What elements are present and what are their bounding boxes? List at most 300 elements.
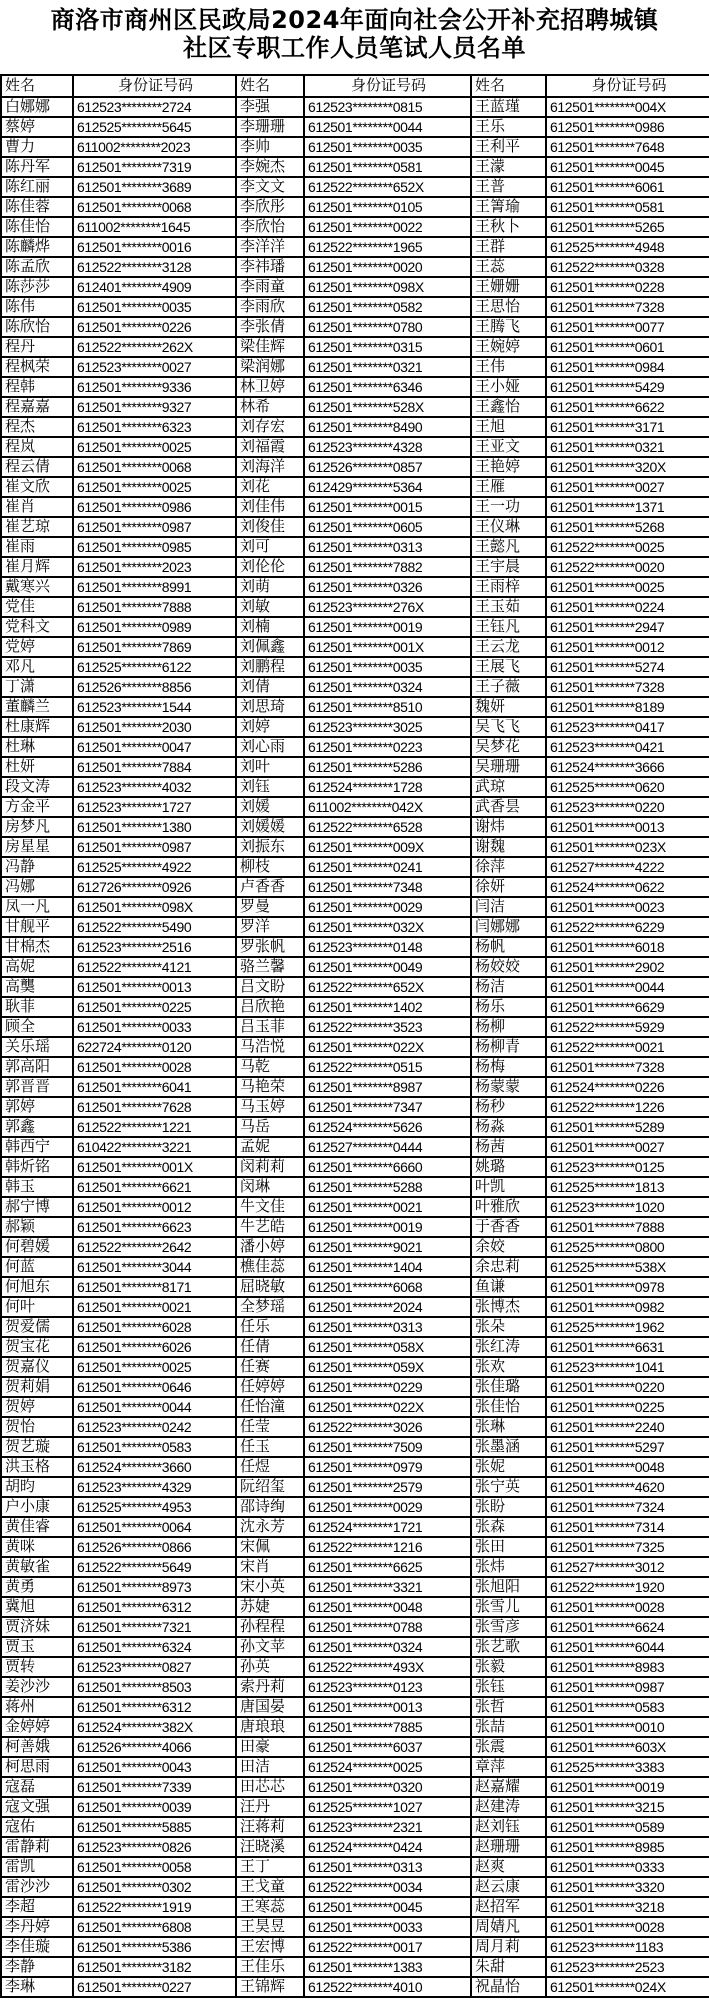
id-number-cell: 612523********0815 [304, 97, 471, 117]
id-number-cell: 612523********4328 [304, 437, 471, 457]
id-number-cell: 612501********6660 [304, 1157, 471, 1177]
id-number-cell: 612501********5286 [304, 757, 471, 777]
id-number-cell: 612501********0068 [73, 197, 236, 217]
id-number-cell: 612501********0016 [73, 237, 236, 257]
name-cell: 叶雅欣 [471, 1197, 546, 1217]
table-row [1, 537, 709, 557]
id-number-cell: 612501********0027 [546, 1137, 709, 1157]
name-cell: 任婷婷 [236, 1377, 304, 1397]
id-number-cell: 612501********6625 [304, 1557, 471, 1577]
table-row [1, 1897, 709, 1917]
id-number-cell: 612522********3128 [73, 257, 236, 277]
document-title-line1: 商洛市商州区民政局2024年面向社会公开补充招聘城镇 [50, 6, 659, 34]
name-cell: 李张倩 [236, 317, 304, 337]
name-cell: 闫娜娜 [471, 917, 546, 937]
table-row [1, 1457, 709, 1477]
name-cell: 罗洋 [236, 917, 304, 937]
name-cell: 魏妍 [471, 697, 546, 717]
name-cell: 李帅 [236, 137, 304, 157]
id-number-cell: 612501********9021 [304, 1237, 471, 1257]
name-cell: 陈丹军 [1, 157, 73, 177]
name-cell: 王懿凡 [471, 537, 546, 557]
id-number-cell: 612501********0033 [304, 1917, 471, 1937]
id-number-cell: 612501********0583 [546, 1697, 709, 1717]
name-cell: 陈红丽 [1, 177, 73, 197]
name-cell: 曹力 [1, 137, 73, 157]
name-cell: 张雪儿 [471, 1597, 546, 1617]
id-number-cell: 612523********1544 [73, 697, 236, 717]
id-number-cell: 612501********0043 [73, 1757, 236, 1777]
name-cell: 王婉婷 [471, 337, 546, 357]
name-cell: 梁佳辉 [236, 337, 304, 357]
name-cell: 王子薇 [471, 677, 546, 697]
name-cell: 杜琳 [1, 737, 73, 757]
id-number-cell: 612501********0049 [304, 957, 471, 977]
name-cell: 贺婷 [1, 1397, 73, 1417]
id-number-cell: 612501********1383 [304, 1957, 471, 1977]
name-cell: 郭鑫 [1, 1117, 73, 1137]
name-cell: 张旭阳 [471, 1577, 546, 1597]
name-cell: 程韩 [1, 377, 73, 397]
name-cell: 骆兰馨 [236, 957, 304, 977]
name-cell: 张宁英 [471, 1477, 546, 1497]
id-number-cell: 612501********9327 [73, 397, 236, 417]
name-cell: 武香昙 [471, 797, 546, 817]
id-number-cell: 612523********3025 [304, 717, 471, 737]
name-cell: 胡昀 [1, 1477, 73, 1497]
table-row [1, 697, 709, 717]
name-cell: 贾转 [1, 1657, 73, 1677]
name-cell: 孙程程 [236, 1617, 304, 1637]
table-row [1, 277, 709, 297]
id-number-cell: 612501********0029 [304, 1497, 471, 1517]
id-number-cell: 612501********8171 [73, 1277, 236, 1297]
name-cell: 李超 [1, 1897, 73, 1917]
id-number-cell: 612501********6044 [546, 1637, 709, 1657]
table-row [1, 1257, 709, 1277]
id-number-cell: 612501********5297 [546, 1437, 709, 1457]
id-number-cell: 612501********3689 [73, 177, 236, 197]
id-number-cell: 612501********6631 [546, 1337, 709, 1357]
name-cell: 雷沙沙 [1, 1877, 73, 1897]
table-row [1, 877, 709, 897]
name-cell: 任莹 [236, 1417, 304, 1437]
id-number-cell: 612523********0123 [304, 1677, 471, 1697]
id-number-cell: 612501********528X [304, 397, 471, 417]
name-cell: 王箐瑜 [471, 197, 546, 217]
id-number-cell: 612501********0025 [73, 1357, 236, 1377]
id-number-cell: 612501********098X [73, 897, 236, 917]
id-number-cell: 612527********3012 [546, 1557, 709, 1577]
id-number-cell: 612523********0421 [546, 737, 709, 757]
name-cell: 田豪 [236, 1737, 304, 1757]
table-row [1, 817, 709, 837]
table-row [1, 437, 709, 457]
id-number-cell: 612523********0027 [73, 357, 236, 377]
name-cell: 张田 [471, 1537, 546, 1557]
id-number-cell: 612501********0321 [304, 357, 471, 377]
id-number-cell: 612501********0021 [73, 1297, 236, 1317]
id-number-cell: 612501********0044 [73, 1397, 236, 1417]
name-cell: 王秋卜 [471, 217, 546, 237]
table-row [1, 1817, 709, 1837]
id-number-cell: 612501********7648 [546, 137, 709, 157]
id-number-cell: 612501********0780 [304, 317, 471, 337]
name-cell: 张毅 [471, 1657, 546, 1677]
id-number-cell: 612501********0028 [546, 1917, 709, 1937]
table-row [1, 1777, 709, 1797]
id-number-cell: 612501********7628 [73, 1097, 236, 1117]
name-cell: 刘萌 [236, 577, 304, 597]
col-header-id-3: 身份证号码 [546, 75, 709, 97]
name-cell: 任玉 [236, 1437, 304, 1457]
table-row [1, 1017, 709, 1037]
name-cell: 李静 [1, 1957, 73, 1977]
table-row [1, 417, 709, 437]
name-cell: 任怡潼 [236, 1397, 304, 1417]
name-cell: 李洋洋 [236, 237, 304, 257]
table-row [1, 1217, 709, 1237]
id-number-cell: 612429********5364 [304, 477, 471, 497]
id-number-cell: 612501********022X [304, 1037, 471, 1057]
name-cell: 丁潇 [1, 677, 73, 697]
name-cell: 陈伟 [1, 297, 73, 317]
id-number-cell: 612526********0866 [73, 1537, 236, 1557]
name-cell: 屈晓敏 [236, 1277, 304, 1297]
table-row [1, 1937, 709, 1957]
id-number-cell: 612525********0620 [546, 777, 709, 797]
name-cell: 李祎璠 [236, 257, 304, 277]
name-cell: 陈孟欣 [1, 257, 73, 277]
name-cell: 朱甜 [471, 1957, 546, 1977]
id-number-cell: 612524********382X [73, 1717, 236, 1737]
name-cell: 李佳璇 [1, 1937, 73, 1957]
table-row [1, 1877, 709, 1897]
id-number-cell: 612527********0444 [304, 1137, 471, 1157]
id-number-cell: 612501********0013 [73, 977, 236, 997]
name-cell: 周婧凡 [471, 1917, 546, 1937]
id-number-cell: 612501********6623 [73, 1217, 236, 1237]
name-cell: 马乾 [236, 1057, 304, 1077]
name-cell: 杨乐 [471, 997, 546, 1017]
name-cell: 刘媛媛 [236, 817, 304, 837]
id-number-cell: 612501********0984 [546, 357, 709, 377]
id-number-cell: 612501********7314 [546, 1517, 709, 1537]
name-cell: 贾济妹 [1, 1617, 73, 1637]
id-number-cell: 612501********001X [304, 637, 471, 657]
id-number-cell: 612501********0979 [304, 1457, 471, 1477]
id-number-cell: 612522********3026 [304, 1417, 471, 1437]
name-cell: 甘棉杰 [1, 937, 73, 957]
name-cell: 姚璐 [471, 1157, 546, 1177]
id-number-cell: 612525********4953 [73, 1497, 236, 1517]
id-number-cell: 612501********7328 [546, 297, 709, 317]
name-cell: 刘鹏程 [236, 657, 304, 677]
id-number-cell: 610422********3221 [73, 1137, 236, 1157]
table-row [1, 977, 709, 997]
name-cell: 闫洁 [471, 897, 546, 917]
id-number-cell: 612501********6018 [546, 937, 709, 957]
name-cell: 罗曼 [236, 897, 304, 917]
table-row [1, 1657, 709, 1677]
id-number-cell: 612726********0926 [73, 877, 236, 897]
id-number-cell: 612501********0324 [304, 1637, 471, 1657]
name-cell: 张哲 [471, 1697, 546, 1717]
table-row [1, 137, 709, 157]
id-number-cell: 612501********0035 [304, 657, 471, 677]
name-cell: 王钰凡 [471, 617, 546, 637]
id-number-cell: 612525********1027 [304, 1797, 471, 1817]
name-cell: 余忠莉 [471, 1257, 546, 1277]
name-cell: 崔月辉 [1, 557, 73, 577]
id-number-cell: 612501********0025 [546, 577, 709, 597]
name-cell: 杨秒 [471, 1097, 546, 1117]
name-cell: 宋佩 [236, 1537, 304, 1557]
id-number-cell: 612522********5490 [73, 917, 236, 937]
name-cell: 寇佑 [1, 1817, 73, 1837]
id-number-cell: 612501********009X [304, 837, 471, 857]
name-cell: 田芯芯 [236, 1777, 304, 1797]
name-cell: 赵建涛 [471, 1797, 546, 1817]
table-row [1, 1477, 709, 1497]
id-number-cell: 612501********6028 [73, 1317, 236, 1337]
name-cell: 何蓝 [1, 1257, 73, 1277]
name-cell: 王腾飞 [471, 317, 546, 337]
id-number-cell: 612501********7324 [546, 1497, 709, 1517]
id-number-cell: 612501********1404 [304, 1257, 471, 1277]
id-number-cell: 612522********5649 [73, 1557, 236, 1577]
name-cell: 柳枝 [236, 857, 304, 877]
name-cell: 杨柳青 [471, 1037, 546, 1057]
id-number-cell: 612522********652X [304, 177, 471, 197]
name-cell: 张艺歌 [471, 1637, 546, 1657]
name-cell: 杜妍 [1, 757, 73, 777]
table-row [1, 577, 709, 597]
id-number-cell: 612501********7509 [304, 1437, 471, 1457]
name-cell: 王旭 [471, 417, 546, 437]
id-number-cell: 612501********2030 [73, 717, 236, 737]
id-number-cell: 612501********0978 [546, 1277, 709, 1297]
name-cell: 张欢 [471, 1357, 546, 1377]
id-number-cell: 612501********0225 [546, 1397, 709, 1417]
id-number-cell: 612501********0025 [73, 477, 236, 497]
name-cell: 杨梅 [471, 1057, 546, 1077]
id-number-cell: 612501********6323 [73, 417, 236, 437]
id-number-cell: 612501********0313 [304, 537, 471, 557]
name-cell: 赵嘉耀 [471, 1777, 546, 1797]
table-row [1, 1277, 709, 1297]
id-number-cell: 612523********2516 [73, 937, 236, 957]
name-cell: 王利平 [471, 137, 546, 157]
id-number-cell: 612501********2579 [304, 1477, 471, 1497]
name-cell: 姜沙沙 [1, 1677, 73, 1697]
id-number-cell: 612501********6037 [304, 1737, 471, 1757]
id-number-cell: 612501********0224 [546, 597, 709, 617]
name-cell: 方金平 [1, 797, 73, 817]
id-number-cell: 612525********4922 [73, 857, 236, 877]
name-cell: 张雪彦 [471, 1617, 546, 1637]
id-number-cell: 612522********1919 [73, 1897, 236, 1917]
table-row [1, 857, 709, 877]
table-row [1, 97, 709, 117]
id-number-cell: 612501********0023 [546, 897, 709, 917]
table-row [1, 1337, 709, 1357]
table-row [1, 1437, 709, 1457]
table-row [1, 717, 709, 737]
id-number-cell: 612501********0326 [304, 577, 471, 597]
name-cell: 牛艺皓 [236, 1217, 304, 1237]
name-cell: 林卫婷 [236, 377, 304, 397]
id-number-cell: 612522********0020 [546, 557, 709, 577]
id-number-cell: 612501********7885 [304, 1717, 471, 1737]
name-cell: 杨柳 [471, 1017, 546, 1037]
name-cell: 唐琅琅 [236, 1717, 304, 1737]
name-cell: 刘可 [236, 537, 304, 557]
id-number-cell: 612501********5268 [546, 517, 709, 537]
table-row [1, 617, 709, 637]
name-cell: 杨洁 [471, 977, 546, 997]
name-cell: 韩玉 [1, 1177, 73, 1197]
name-cell: 户小康 [1, 1497, 73, 1517]
id-number-cell: 612501********0045 [546, 157, 709, 177]
id-number-cell: 612501********0986 [546, 117, 709, 137]
id-number-cell: 612501********0582 [304, 297, 471, 317]
id-number-cell: 612501********2902 [546, 957, 709, 977]
id-number-cell: 612501********0302 [73, 1877, 236, 1897]
id-number-cell: 612501********059X [304, 1357, 471, 1377]
name-cell: 刘伦伦 [236, 557, 304, 577]
id-number-cell: 612525********1962 [546, 1317, 709, 1337]
id-number-cell: 612501********0027 [546, 477, 709, 497]
name-cell: 甘舰平 [1, 917, 73, 937]
table-row [1, 1157, 709, 1177]
id-number-cell: 612501********7882 [304, 557, 471, 577]
id-number-cell: 612501********058X [304, 1337, 471, 1357]
id-number-cell: 612522********1216 [304, 1537, 471, 1557]
id-number-cell: 612523********0148 [304, 937, 471, 957]
name-cell: 李雨欣 [236, 297, 304, 317]
id-number-cell: 612501********7888 [546, 1217, 709, 1237]
name-cell: 张钰 [471, 1677, 546, 1697]
name-cell: 刘钰 [236, 777, 304, 797]
name-cell: 王宇晨 [471, 557, 546, 577]
name-cell: 刘叶 [236, 757, 304, 777]
name-cell: 张妮 [471, 1457, 546, 1477]
name-cell: 王艳婷 [471, 457, 546, 477]
col-header-id-2: 身份证号码 [304, 75, 471, 97]
id-number-cell: 612524********0226 [546, 1077, 709, 1097]
id-number-cell: 612523********0125 [546, 1157, 709, 1177]
table-row [1, 1637, 709, 1657]
id-number-cell: 612501********0583 [73, 1437, 236, 1457]
name-cell: 黄佳睿 [1, 1517, 73, 1537]
name-cell: 沈永芳 [236, 1517, 304, 1537]
name-cell: 周月莉 [471, 1937, 546, 1957]
id-number-cell: 612501********0646 [73, 1377, 236, 1397]
id-number-cell: 612501********4620 [546, 1477, 709, 1497]
name-cell: 宋肖 [236, 1557, 304, 1577]
table-row [1, 837, 709, 857]
id-number-cell: 612501********0033 [73, 1017, 236, 1037]
id-number-cell: 612501********0105 [304, 197, 471, 217]
name-cell: 戴寒兴 [1, 577, 73, 597]
id-number-cell: 612523********0242 [73, 1417, 236, 1437]
col-header-name-1: 姓名 [1, 75, 73, 97]
name-cell: 孟妮 [236, 1137, 304, 1157]
name-cell: 刘媛 [236, 797, 304, 817]
name-cell: 郭高阳 [1, 1057, 73, 1077]
table-row [1, 1397, 709, 1417]
name-cell: 寇磊 [1, 1777, 73, 1797]
table-row [1, 117, 709, 137]
name-cell: 李雨童 [236, 277, 304, 297]
name-cell: 黄敏雀 [1, 1557, 73, 1577]
id-number-cell: 612523********1183 [546, 1937, 709, 1957]
table-row [1, 737, 709, 757]
name-cell: 李欣彤 [236, 197, 304, 217]
name-cell: 张朵 [471, 1317, 546, 1337]
id-number-cell: 612501********6026 [73, 1337, 236, 1357]
id-number-cell: 612524********3660 [73, 1457, 236, 1477]
name-cell: 马岳 [236, 1117, 304, 1137]
id-number-cell: 612501********0987 [546, 1677, 709, 1697]
id-number-cell: 612522********6229 [546, 917, 709, 937]
id-number-cell: 612501********6622 [546, 397, 709, 417]
name-cell: 张炜 [471, 1557, 546, 1577]
name-cell: 闵琳 [236, 1177, 304, 1197]
name-cell: 王蕊 [471, 257, 546, 277]
table-row [1, 377, 709, 397]
id-number-cell: 612501********0982 [546, 1297, 709, 1317]
name-cell: 雷静莉 [1, 1837, 73, 1857]
id-number-cell: 612501********0581 [546, 197, 709, 217]
name-cell: 高妮 [1, 957, 73, 977]
id-number-cell: 612522********1221 [73, 1117, 236, 1137]
name-cell: 赵爽 [471, 1857, 546, 1877]
id-number-cell: 612501********0313 [304, 1317, 471, 1337]
name-cell: 张墨涵 [471, 1437, 546, 1457]
name-cell: 祝晶怡 [471, 1977, 546, 1997]
id-number-cell: 612525********3383 [546, 1757, 709, 1777]
name-cell: 王昊昱 [236, 1917, 304, 1937]
name-cell: 卢香香 [236, 877, 304, 897]
roster-body [1, 97, 709, 1997]
name-cell: 唐国晏 [236, 1697, 304, 1717]
name-cell: 韩西宁 [1, 1137, 73, 1157]
name-cell: 罗张帆 [236, 937, 304, 957]
table-row [1, 1557, 709, 1577]
id-number-cell: 612501********0225 [73, 997, 236, 1017]
id-number-cell: 612501********6312 [73, 1597, 236, 1617]
name-cell: 王戈童 [236, 1877, 304, 1897]
name-cell: 冯静 [1, 857, 73, 877]
name-cell: 陈佳蓉 [1, 197, 73, 217]
name-cell: 王云龙 [471, 637, 546, 657]
name-cell: 马浩悦 [236, 1037, 304, 1057]
id-number-cell: 612501********0077 [546, 317, 709, 337]
id-number-cell: 612501********3171 [546, 417, 709, 437]
table-row [1, 1137, 709, 1157]
name-cell: 蒋州 [1, 1697, 73, 1717]
id-number-cell: 612501********3215 [546, 1797, 709, 1817]
id-number-cell: 612501********0601 [546, 337, 709, 357]
id-number-cell: 612522********0017 [304, 1937, 471, 1957]
id-number-cell: 612501********0021 [304, 1197, 471, 1217]
name-cell: 杜康辉 [1, 717, 73, 737]
name-cell: 王雁 [471, 477, 546, 497]
name-cell: 郝颖 [1, 1217, 73, 1237]
table-row [1, 357, 709, 377]
